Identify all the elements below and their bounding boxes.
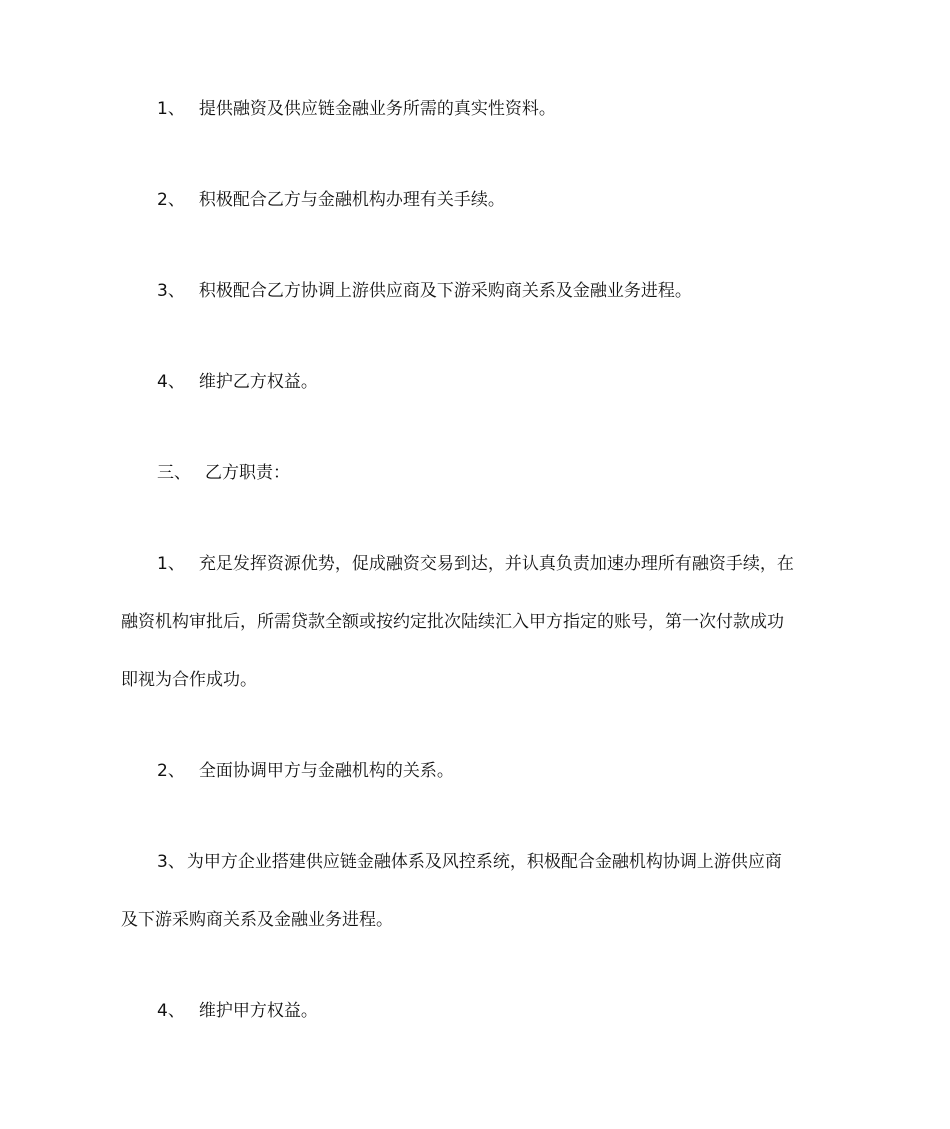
item-text: 充足发挥资源优势，促成融资交易到达，并认真负责加速办理所有融资手续，在 [198,554,794,574]
item-text: 维护乙方权益。 [198,372,318,392]
item-number: 2 [157,190,168,210]
item-separator: 、 [167,554,185,574]
item-text: 为甲方企业搭建供应链金融体系及风控系统，积极配合金融机构协调上游供应商 [186,852,782,872]
jia-duty-item-4 [157,370,869,394]
jia-duty-item-2 [157,188,869,212]
yi-duty-item-4 [157,999,869,1023]
paragraph-line [121,668,833,692]
yi-duty-item-2 [157,759,869,783]
section-heading-yi-duties [157,461,869,485]
section-separator: 、 [174,463,191,483]
section-title: 乙方职责： [205,463,290,483]
paragraph-line [121,610,833,634]
item-number: 4 [157,1001,168,1021]
item-number: 1 [157,554,168,574]
item-number: 3 [157,852,168,872]
item-number: 2 [157,761,168,781]
item-text: 全面协调甲方与金融机构的关系。 [198,761,454,781]
paragraph-line [157,850,869,874]
item-separator: 、 [167,281,185,301]
jia-duty-item-1 [157,97,869,121]
item-number: 3 [157,281,168,301]
item-number: 4 [157,372,168,392]
item-separator: 、 [167,1001,185,1021]
item-text: 维护甲方权益。 [198,1001,318,1021]
paragraph-line [157,552,869,576]
item-text: 即视为合作成功。 [121,670,257,690]
item-number: 1 [157,99,168,119]
item-text: 融资机构审批后，所需贷款全额或按约定批次陆续汇入甲方指定的账号，第一次付款成功 [121,612,784,632]
item-text: 积极配合乙方与金融机构办理有关手续。 [198,190,505,210]
item-separator: 、 [167,852,185,872]
jia-duty-item-3 [157,279,869,303]
item-separator: 、 [167,190,185,210]
item-separator: 、 [167,99,185,119]
section-number: 三 [157,463,174,483]
item-separator: 、 [167,372,185,392]
item-separator: 、 [167,761,185,781]
item-text: 及下游采购商关系及金融业务进程。 [121,910,393,930]
paragraph-line [121,908,833,932]
item-text: 提供融资及供应链金融业务所需的真实性资料。 [198,99,556,119]
item-text: 积极配合乙方协调上游供应商及下游采购商关系及金融业务进程。 [198,281,692,301]
